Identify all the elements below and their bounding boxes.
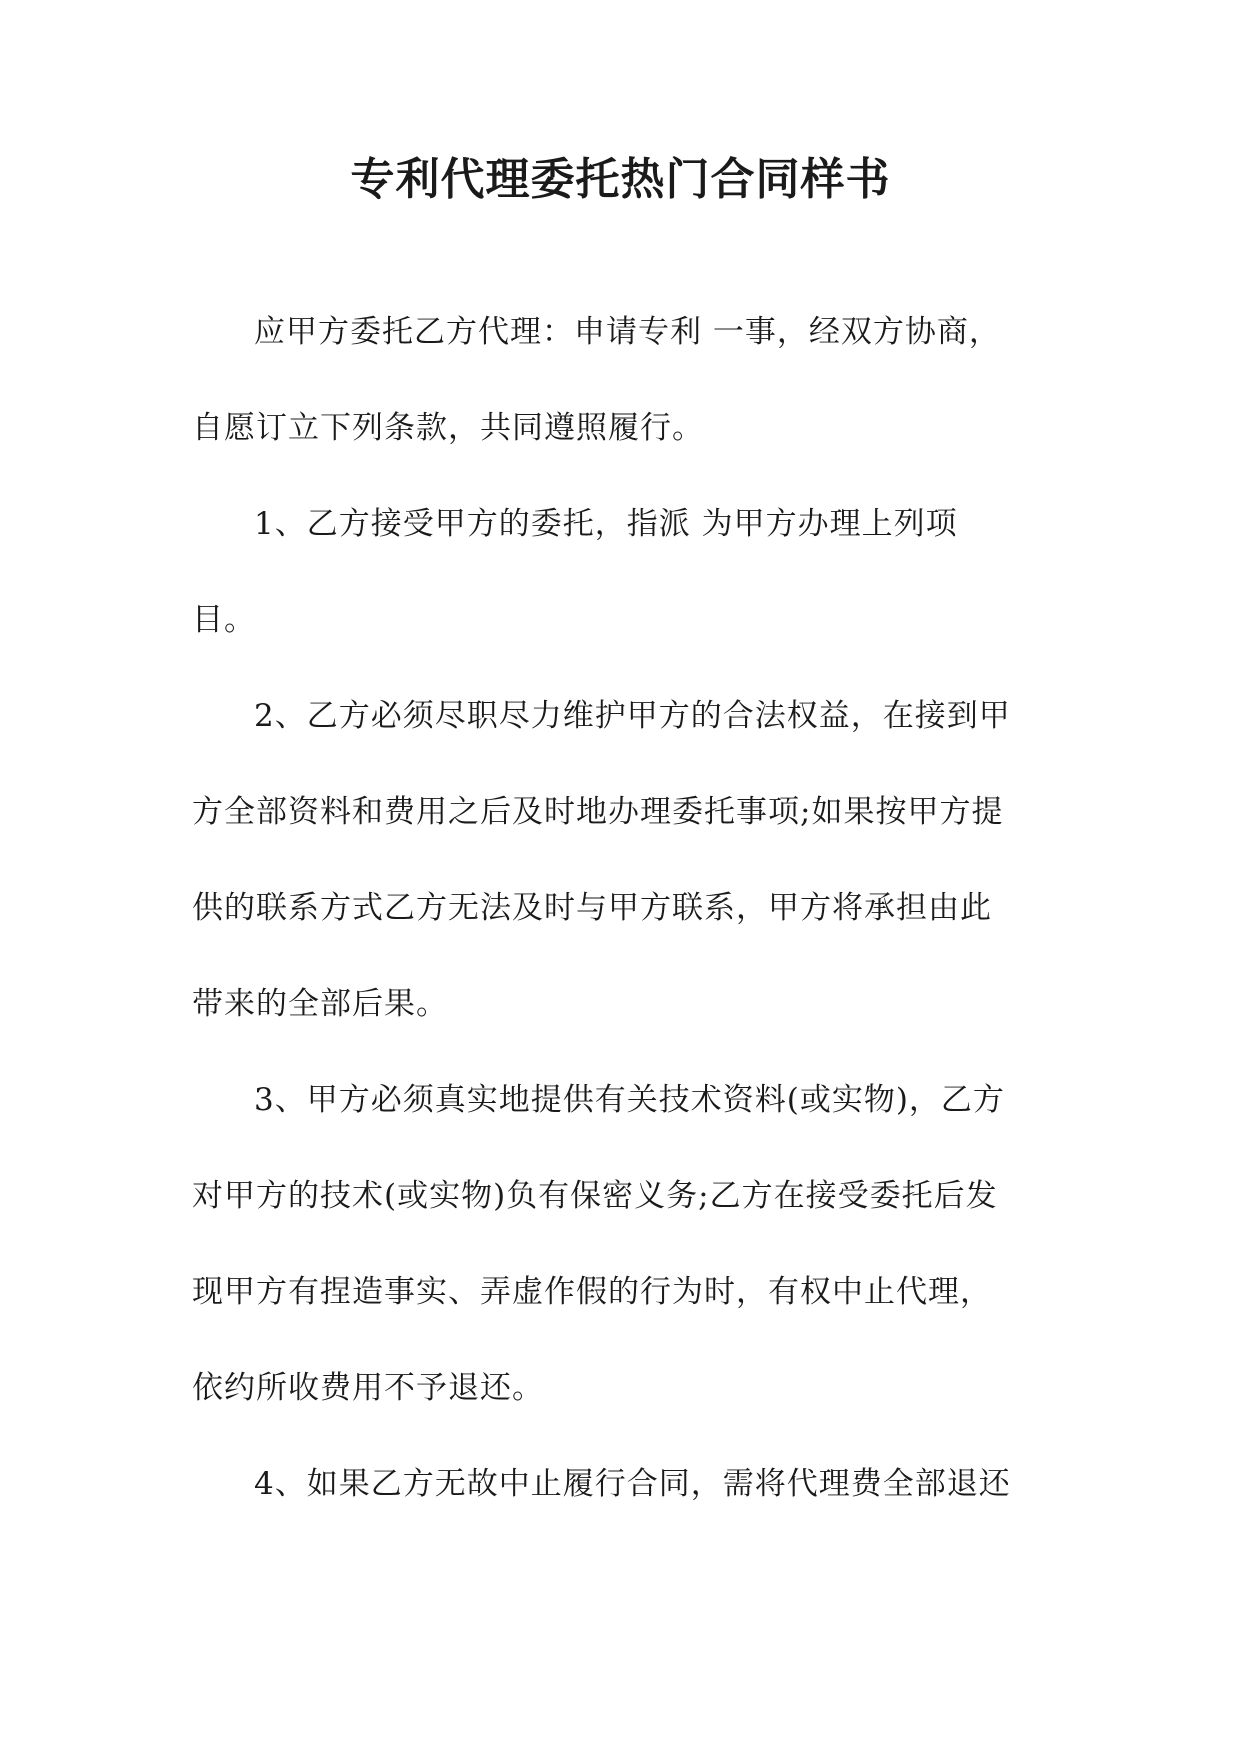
paragraph-line: 供的联系方式乙方无法及时与甲方联系，甲方将承担由此: [192, 890, 992, 926]
paragraph-line: 方全部资料和费用之后及时地办理委托事项;如果按甲方提: [192, 794, 1004, 830]
paragraph-line: 2、乙方必须尽职尽力维护甲方的合法权益，在接到甲: [254, 698, 1011, 734]
paragraph-line: 自愿订立下列条款，共同遵照履行。: [192, 410, 704, 446]
paragraph-line: 带来的全部后果。: [192, 986, 448, 1022]
document-title: 专利代理委托热门合同样书: [350, 154, 891, 205]
paragraph-line: 目。: [192, 602, 256, 638]
paragraph-line: 4、如果乙方无故中止履行合同，需将代理费全部退还: [254, 1466, 1011, 1502]
paragraph-line: 1、乙方接受甲方的委托，指派 为甲方办理上列项: [254, 506, 958, 542]
paragraph-line: 3、甲方必须真实地提供有关技术资料(或实物)，乙方: [254, 1082, 1005, 1118]
paragraph-line: 应甲方委托乙方代理：申请专利 一事，经双方协商，: [254, 314, 1001, 350]
paragraph-line: 对甲方的技术(或实物)负有保密义务;乙方在接受委托后发: [192, 1178, 998, 1214]
paragraph-line: 依约所收费用不予退还。: [192, 1370, 544, 1406]
paragraph-line: 现甲方有捏造事实、弄虚作假的行为时，有权中止代理，: [192, 1274, 992, 1310]
